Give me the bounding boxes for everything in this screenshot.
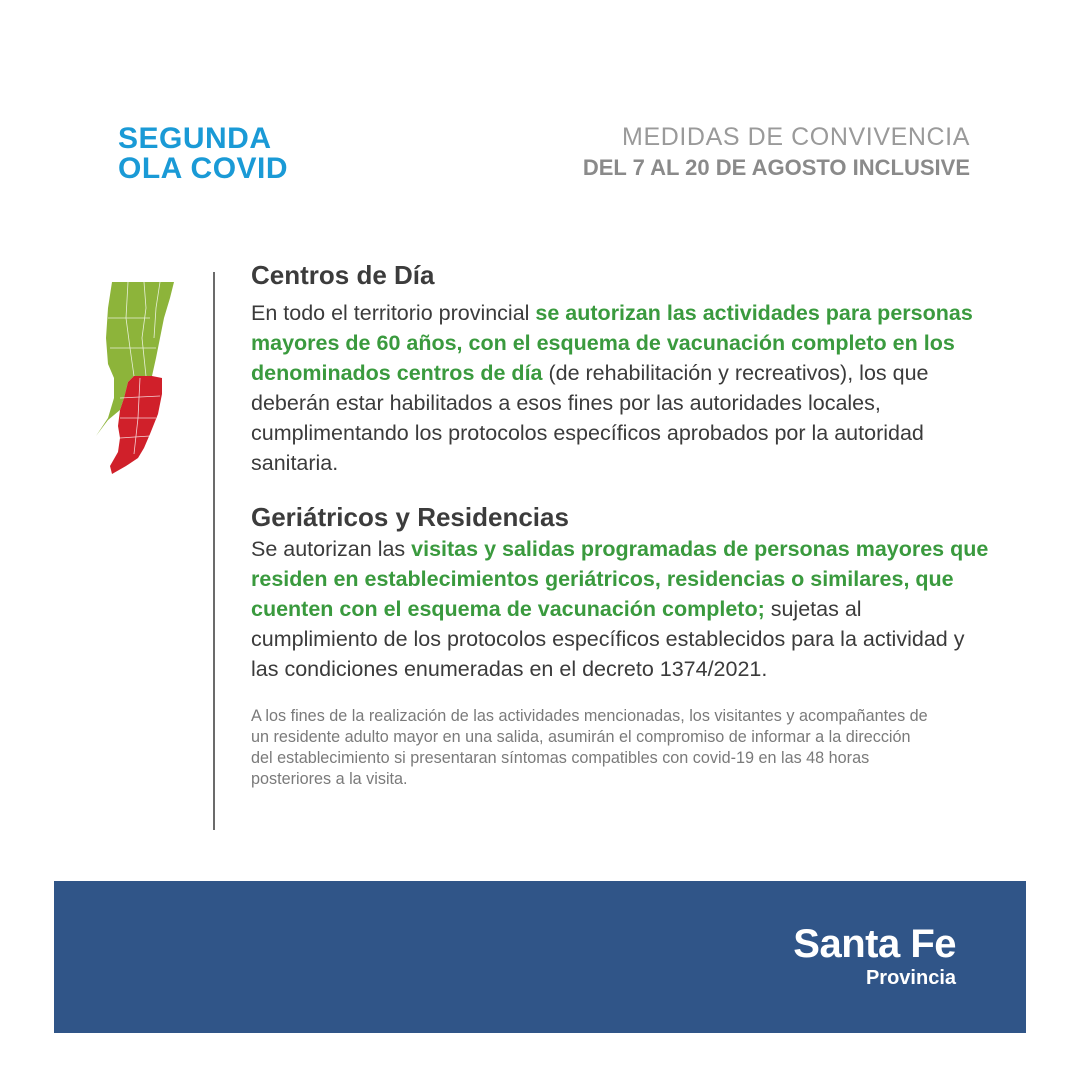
santa-fe-province-map-icon [90, 278, 180, 478]
section-title: Centros de Día [251, 260, 435, 290]
subheadline-line-2: DEL 7 AL 20 DE AGOSTO INCLUSIVE [582, 155, 970, 180]
body-text-regular: sujetas al cumplimiento de los protocolos específicos establecidos para la actividad y las condiciones enumeradas en el decreto 1374/2021. [251, 597, 965, 681]
body-text-regular: En todo el territorio provincial [251, 301, 536, 325]
section-body [251, 534, 991, 684]
subheadline-line-1: MEDIDAS DE CONVIVENCIA [622, 123, 970, 151]
headline-line-2: OLA COVID [118, 152, 289, 185]
brand-name: Santa Fe [793, 922, 956, 966]
headline [118, 124, 288, 184]
section-geriatricos [251, 500, 991, 684]
section-centros-de-dia [251, 258, 991, 478]
santa-fe-logo [793, 921, 956, 989]
footnote: A los fines de la realización de las actividades mencionadas, los visitantes y acompañantes de un residente adulto mayor en una salida, asumirán el compromiso de informar a la dirección del establecimiento si presentaran síntomas compatibles con covid-19 en las 48 horas posteriores a la visita. [251, 707, 928, 788]
body-text-regular: (de rehabilitación y recreativos), los que deberán estar habilitados a esos fines por las autoridades locales, cumplimentando los protocolos específicos aprobados por la autoridad sanitaria. [251, 361, 929, 475]
section-title: Geriátricos y Residencias [251, 502, 569, 532]
subheadline [583, 122, 970, 184]
body-text-regular: Se autorizan las [251, 537, 412, 561]
body-text-highlight: se autorizan las actividades para personas mayores de 60 años, con el esquema de vacunación completo en los denominados centros de día [251, 301, 973, 385]
vertical-divider [213, 272, 215, 830]
headline-line-1: SEGUNDA [118, 122, 272, 155]
body-text-highlight: visitas y salidas programadas de personas mayores que residen en establecimientos geriátricos, residencias o similares, que cuenten con el esquema de vacunación completo; [251, 537, 989, 621]
section-body [251, 298, 991, 478]
brand-subtitle: Provincia [865, 967, 956, 989]
main-content [251, 258, 991, 790]
